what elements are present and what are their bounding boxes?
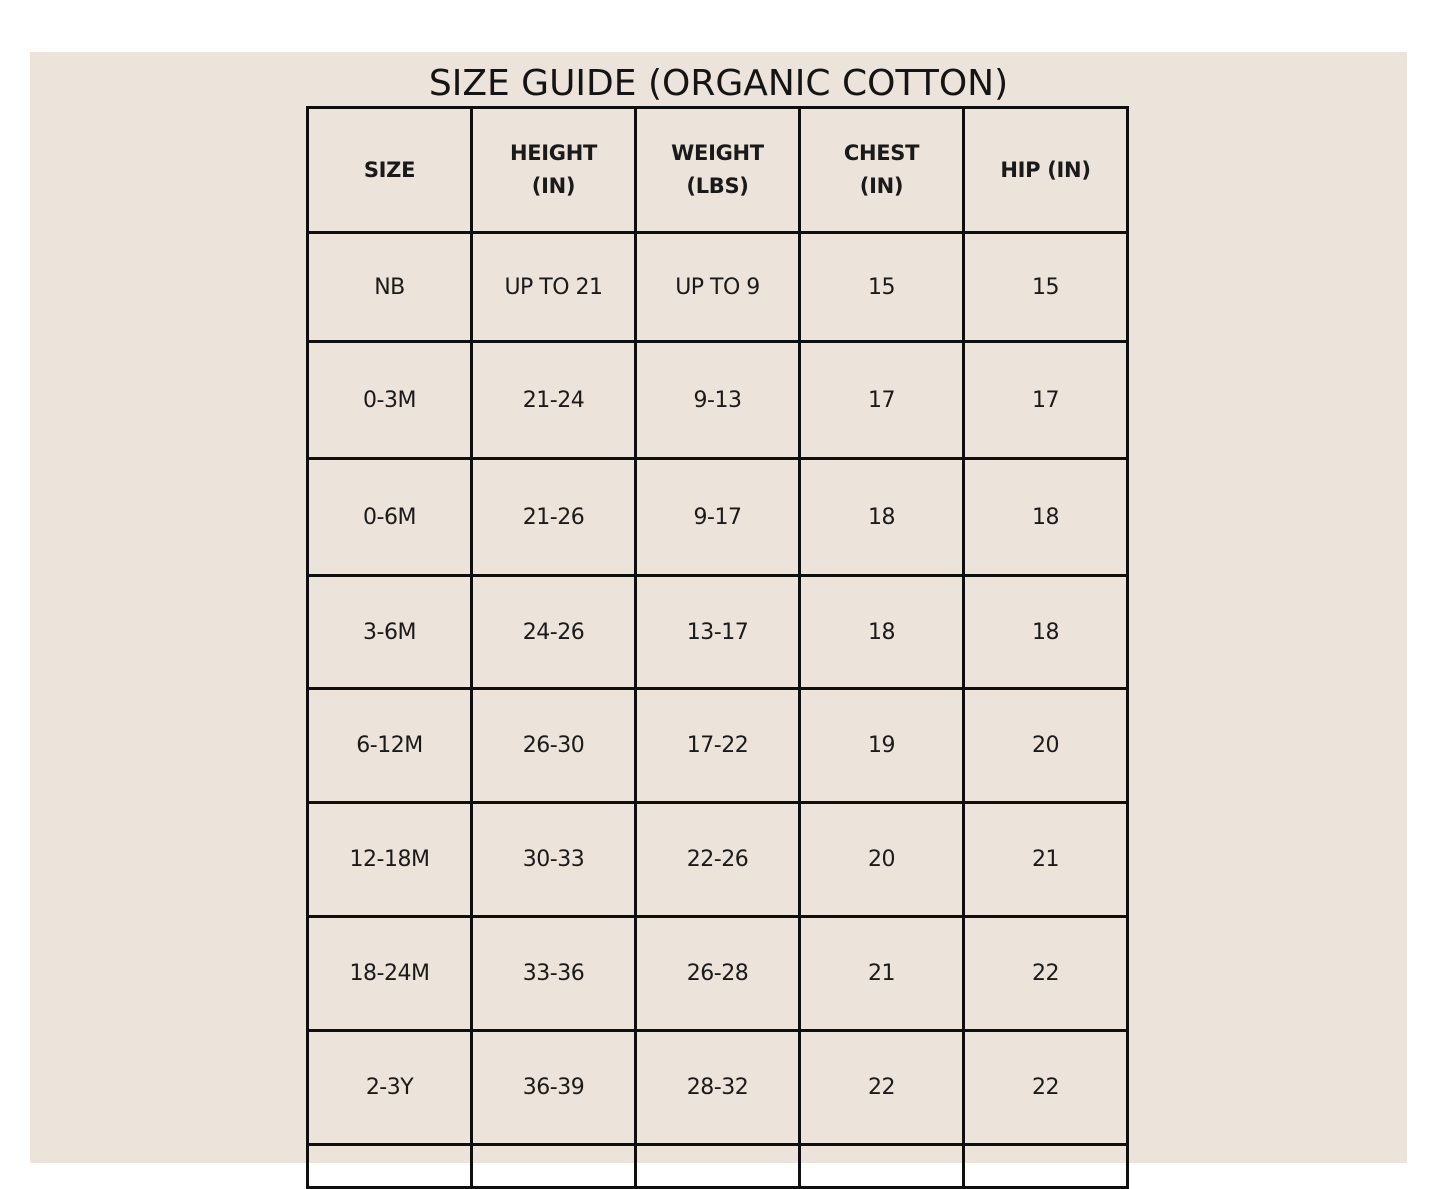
cell-weight: 9-17 — [636, 459, 800, 576]
header-weight-label: WEIGHT — [671, 141, 764, 165]
header-chest-label: CHEST — [843, 141, 920, 165]
cell-height: 21-24 — [472, 342, 636, 459]
table-row — [308, 917, 1128, 1031]
cell-hip: 22 — [964, 1031, 1128, 1145]
cell-size: 12-18M — [308, 803, 472, 917]
cell-height: 26-30 — [472, 689, 636, 803]
header-chest — [800, 108, 964, 233]
table-row — [308, 459, 1128, 576]
cell-size: 2-3Y — [308, 1031, 472, 1145]
header-weight — [636, 108, 800, 233]
cell-chest: 18 — [800, 459, 964, 576]
table-row — [308, 689, 1128, 803]
cell-chest: 19 — [800, 689, 964, 803]
cell-size: 3-6M — [308, 576, 472, 689]
header-height-unit: (IN) — [531, 174, 576, 198]
cell-height: 36-39 — [472, 1031, 636, 1145]
cell-height: UP TO 21 — [472, 233, 636, 342]
cell-weight: 9-13 — [636, 342, 800, 459]
cell-hip: 18 — [964, 459, 1128, 576]
header-weight-unit: (LBS) — [686, 174, 749, 198]
cell-hip: 15 — [964, 233, 1128, 342]
cell-chest: 22 — [800, 1031, 964, 1145]
table-row-partial — [308, 1145, 1128, 1188]
size-guide-table — [306, 106, 1129, 1189]
cell-size: 6-12M — [308, 689, 472, 803]
header-size-label: SIZE — [363, 157, 416, 182]
cell-hip: 22 — [964, 917, 1128, 1031]
header-hip — [964, 108, 1128, 233]
header-chest-unit: (IN) — [859, 174, 904, 198]
table-row — [308, 342, 1128, 459]
table-row — [308, 576, 1128, 689]
cell-size: 0-3M — [308, 342, 472, 459]
cell-size: 18-24M — [308, 917, 472, 1031]
cell-hip: 21 — [964, 803, 1128, 917]
cell-hip: 17 — [964, 342, 1128, 459]
cell-weight: 17-22 — [636, 689, 800, 803]
cell-empty — [800, 1145, 964, 1188]
cell-empty — [472, 1145, 636, 1188]
cell-height: 30-33 — [472, 803, 636, 917]
cell-empty — [308, 1145, 472, 1188]
header-height-label: HEIGHT — [509, 141, 598, 165]
table-header-row — [308, 108, 1128, 233]
header-size — [308, 108, 472, 233]
cell-weight: 28-32 — [636, 1031, 800, 1145]
cell-height: 21-26 — [472, 459, 636, 576]
cell-hip: 20 — [964, 689, 1128, 803]
table-row — [308, 803, 1128, 917]
cell-chest: 21 — [800, 917, 964, 1031]
cell-chest: 15 — [800, 233, 964, 342]
page-title: SIZE GUIDE (ORGANIC COTTON) — [428, 63, 1009, 104]
cell-weight: 22-26 — [636, 803, 800, 917]
cell-height: 24-26 — [472, 576, 636, 689]
table-row — [308, 1031, 1128, 1145]
cell-chest: 20 — [800, 803, 964, 917]
cell-weight: UP TO 9 — [636, 233, 800, 342]
cell-empty — [964, 1145, 1128, 1188]
cell-size: NB — [308, 233, 472, 342]
table-row — [308, 233, 1128, 342]
cell-empty — [636, 1145, 800, 1188]
cell-weight: 13-17 — [636, 576, 800, 689]
header-hip-label: HIP (IN) — [1000, 157, 1091, 182]
cell-size: 0-6M — [308, 459, 472, 576]
cell-chest: 18 — [800, 576, 964, 689]
cell-weight: 26-28 — [636, 917, 800, 1031]
cell-chest: 17 — [800, 342, 964, 459]
cell-hip: 18 — [964, 576, 1128, 689]
cell-height: 33-36 — [472, 917, 636, 1031]
header-height — [472, 108, 636, 233]
